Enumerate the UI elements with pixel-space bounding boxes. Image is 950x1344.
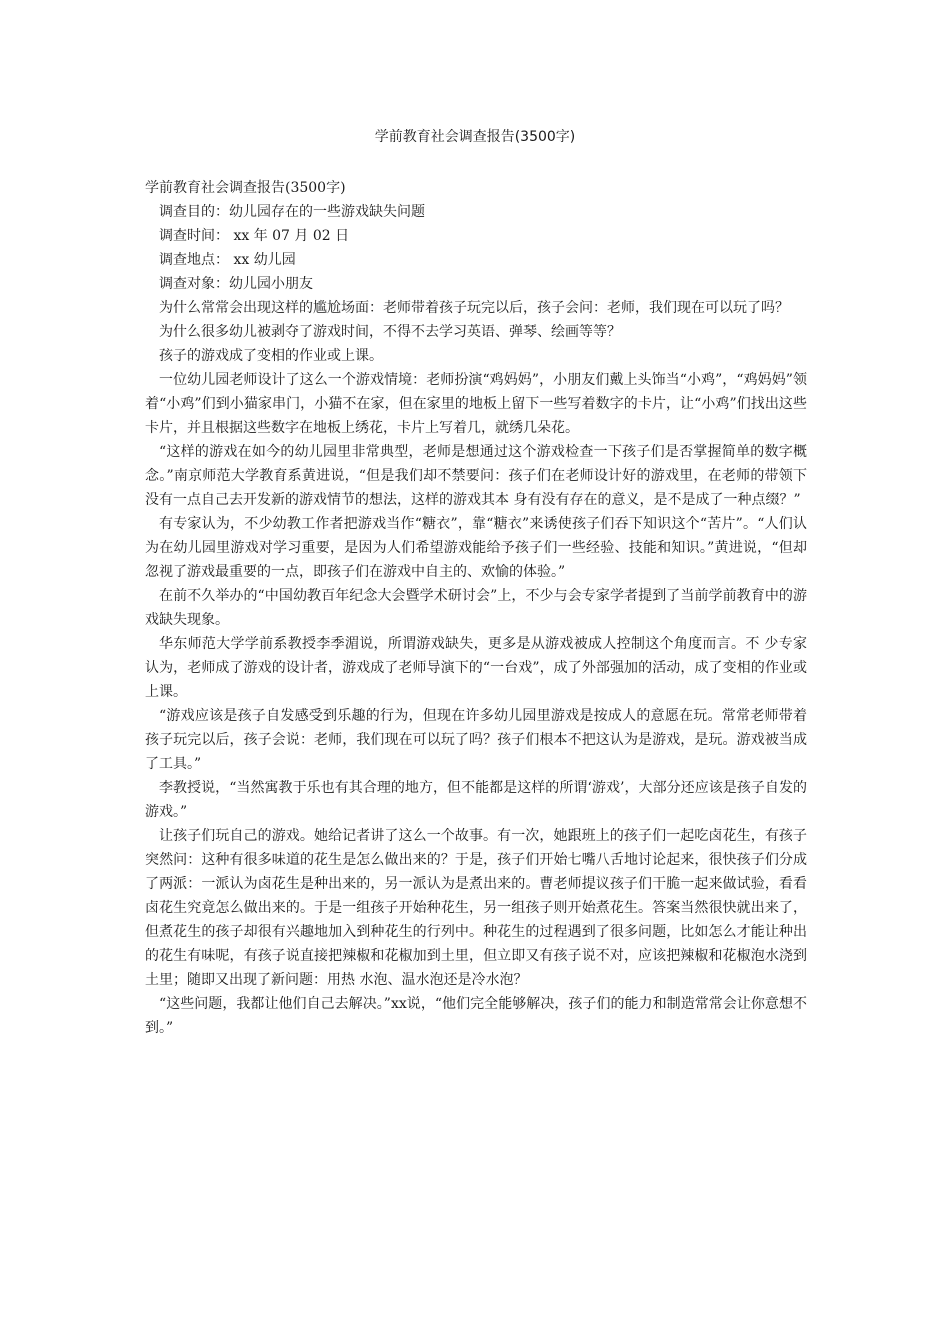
- paragraph: 在前不久举办的“中国幼教百年纪念大会暨学术研讨会”上，不少与会专家学者提到了当前学前教育中的游戏缺失现象。: [145, 588, 807, 628]
- document-body: [145, 176, 807, 1040]
- paragraph: “这样的游戏在如今的幼儿园里非常典型，老师是想通过这个游戏检查一下孩子们是否掌握简单的数字概念。”南京师范大学教育系黄进说，“但是我们却不禁要问：孩子们在老师设计好的游戏里，在老师的带领下没有一点自己去开发新的游戏情节的想法，这样的游戏其本 身有没有存在的意义，是不是成了一种点缀？”: [145, 444, 807, 508]
- paragraph: 调查对象：幼儿园小朋友: [159, 276, 313, 292]
- paragraph: 让孩子们玩自己的游戏。她给记者讲了这么一个故事。有一次，她跟班上的孩子们一起吃卤花生，有孩子突然问：这种有很多味道的花生是怎么做出来的？于是，孩子们开始七嘴八舌地讨论起来，很快孩子们分成了两派：一派认为卤花生是种出来的，另一派认为是煮出来的。曹老师提议孩子们干脆一起来做试验，看看卤花生究竟怎么做出来的。于是一组孩子开始种花生，另一组孩子则开始煮花生。答案当然很快就出来了，但煮花生的孩子却很有兴趣地加入到种花生的行列中。种花生的过程遇到了很多问题，比如怎么才能让种出的花生有味呢，有孩子说直接把辣椒和花椒加到土里，但立即又有孩子说不对，应该把辣椒和花椒泡水浇到土里；随即又出现了新问题：用热 水泡、温水泡还是冷水泡？: [145, 828, 807, 988]
- paragraph: 有专家认为，不少幼教工作者把游戏当作“糖衣”，靠“糖衣”来诱使孩子们吞下知识这个“苦片”。“人们认为在幼儿园里游戏对学习重要，是因为人们希望游戏能给予孩子们一些经验、技能和知识。”黄进说，“但却忽视了游戏最重要的一点，即孩子们在游戏中自主的、欢愉的体验。”: [145, 516, 807, 580]
- paragraph: 一位幼儿园老师设计了这么一个游戏情境：老师扮演“鸡妈妈”，小朋友们戴上头饰当“小鸡”，“鸡妈妈”领着“小鸡”们到小猫家串门，小猫不在家，但在家里的地板上留下一些写着数字的卡片，让“小鸡”们找出这些卡片，并且根据这些数字在地板上绣花，卡片上写着几，就绣几朵花。: [145, 372, 807, 436]
- paragraph: 为什么常常会出现这样的尴尬场面：老师带着孩子玩完以后，孩子会问：老师，我们现在可以玩了吗？: [159, 300, 789, 316]
- paragraph: “游戏应该是孩子自发感受到乐趣的行为，但现在许多幼儿园里游戏是按成人的意愿在玩。常常老师带着孩子玩完以后，孩子会说：老师，我们现在可以玩了吗？孩子们根本不把这认为是游戏，是玩。游戏被当成了工具。”: [145, 708, 807, 772]
- paragraph: 李教授说，“当然寓教于乐也有其合理的地方，但不能都是这样的所谓‘游戏’，大部分还应该是孩子自发的游戏。”: [145, 780, 807, 820]
- paragraph: 华东师范大学学前系教授李季湄说，所谓游戏缺失，更多是从游戏被成人控制这个角度而言。不 少专家认为，老师成了游戏的设计者，游戏成了老师导演下的“一台戏”，成了外部强加的活动，成了变相的作业或上课。: [145, 636, 807, 700]
- document-title: 学前教育社会调查报告(3500字): [374, 129, 576, 145]
- paragraph: 孩子的游戏成了变相的作业或上课。: [159, 348, 383, 364]
- paragraph: 调查时间： xx 年 07 月 02 日: [159, 228, 350, 244]
- paragraph: 调查地点： xx 幼儿园: [159, 252, 296, 268]
- paragraph: “这些问题，我都让他们自己去解决。”xx说，“他们完全能够解决，孩子们的能力和制造常常会让你意想不到。”: [145, 996, 807, 1036]
- paragraph: 学前教育社会调查报告(3500字): [145, 180, 346, 196]
- paragraph: 调查目的：幼儿园存在的一些游戏缺失问题: [159, 204, 425, 220]
- paragraph: 为什么很多幼儿被剥夺了游戏时间，不得不去学习英语、弹琴、绘画等等？: [159, 324, 621, 340]
